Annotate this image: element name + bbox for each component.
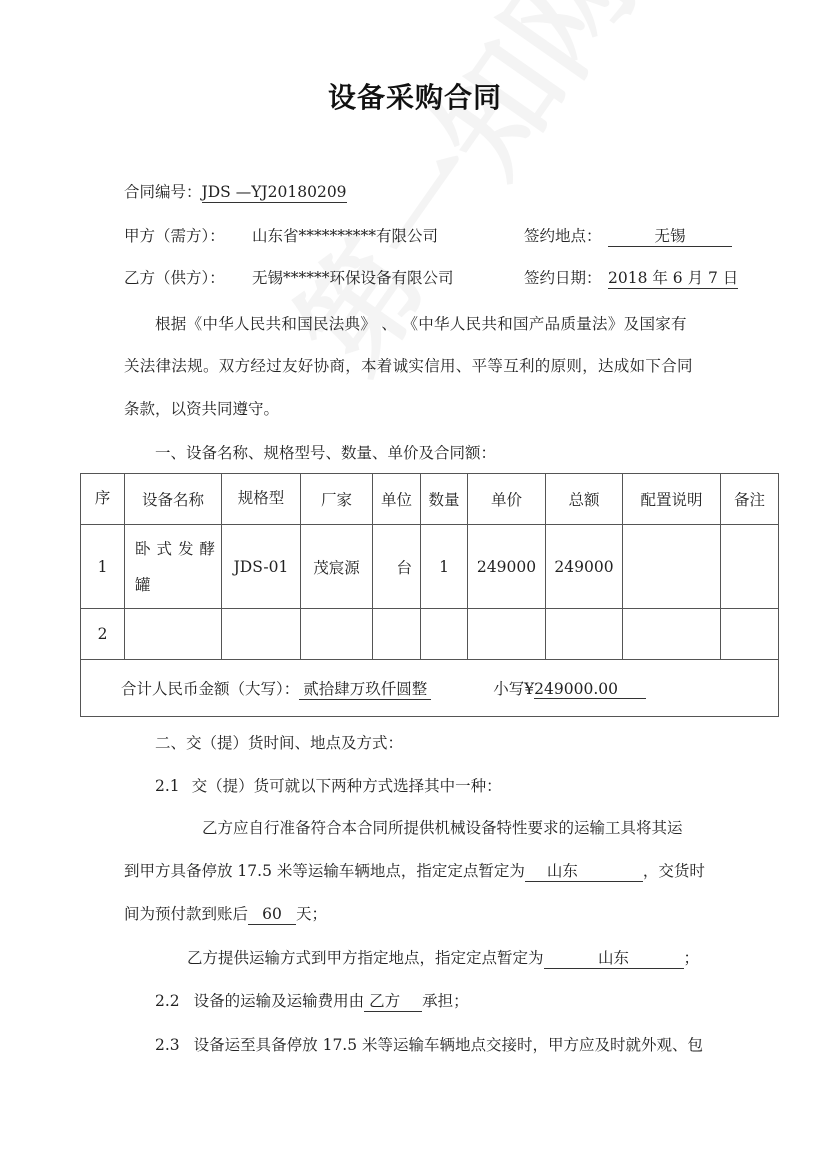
row-config xyxy=(623,525,721,609)
table-header-row xyxy=(81,474,779,525)
option-2-post: ； xyxy=(683,949,700,967)
row-qty: 1 xyxy=(421,525,468,609)
section-1-heading: 一、设备名称、规格型号、数量、单价及合同额： xyxy=(155,444,497,462)
row-no: 2 xyxy=(81,609,125,660)
clause-2-2-post: 承担； xyxy=(422,992,469,1010)
sign-date-label: 签约日期： xyxy=(524,269,602,287)
clause-2-1 xyxy=(155,776,502,796)
header-cell: 设备名称 xyxy=(125,474,222,525)
party-b-value: 无锡******环保设备有限公司 xyxy=(252,269,454,287)
row-equipment-name: 卧式发酵罐 xyxy=(125,525,222,609)
sign-place-value: 无锡 xyxy=(608,226,732,247)
total-lower-value: 249000.00 xyxy=(534,680,646,699)
header-cell: 总额 xyxy=(546,474,623,525)
section-2-heading: 二、交（提）货时间、地点及方式： xyxy=(155,734,404,752)
row-config xyxy=(623,609,721,660)
contract-number-value: JDS —YJ20180209 xyxy=(201,183,347,201)
header-cell: 单价 xyxy=(468,474,546,525)
header-cell: 规格型 xyxy=(222,474,301,525)
contract-number-line xyxy=(124,182,347,203)
row-unit: 台 xyxy=(373,525,421,609)
option-1-line-3 xyxy=(124,904,327,925)
header-cell: 备注 xyxy=(721,474,779,525)
total-cell xyxy=(81,660,779,717)
row-maker: 茂宸源 xyxy=(301,525,373,609)
total-row xyxy=(81,660,779,717)
clause-2-3-text: 设备运至具备停放 17.5 米等运输车辆地点交接时，甲方应及时就外观、包 xyxy=(193,1036,704,1054)
party-b-label: 乙方（供方）： xyxy=(124,269,225,287)
row-price xyxy=(468,609,546,660)
row-remark xyxy=(721,609,779,660)
table-row xyxy=(81,609,779,660)
option-1-days-value: 60 xyxy=(248,904,296,925)
row-unit xyxy=(373,609,421,660)
party-a-label: 甲方（需方）： xyxy=(124,227,225,245)
row-total: 249000 xyxy=(546,525,623,609)
total-label: 合计人民币金额（大写）： xyxy=(121,679,300,698)
total-lower-label: 小写¥ xyxy=(493,679,535,698)
preamble-line-2: 关法律法规。双方经过友好协商，本着诚实信用、平等互利的原则，达成如下合同 xyxy=(124,357,693,375)
clause-2-3-number: 2.3 xyxy=(155,1036,180,1054)
option-1-line-2 xyxy=(124,861,705,882)
preamble-line-1: 根据《中华人民共和国民法典》 、 《中华人民共和国产品质量法》及国家有 xyxy=(155,315,687,333)
sign-place-label: 签约地点： xyxy=(524,227,602,245)
clause-2-1-number: 2.1 xyxy=(155,777,180,795)
row-model: JDS-01 xyxy=(222,525,301,609)
option-2-line xyxy=(187,948,699,969)
header-cell: 数量 xyxy=(421,474,468,525)
header-cell: 序 xyxy=(81,474,125,525)
header-cell: 厂家 xyxy=(301,474,373,525)
contract-number-label: 合同编号： xyxy=(124,183,202,201)
clause-2-2-number: 2.2 xyxy=(155,992,180,1010)
option-1-location-value: 山东 xyxy=(525,861,643,882)
option-2-text: 乙方提供运输方式到甲方指定地点，指定定点暂定为 xyxy=(187,949,544,967)
row-total xyxy=(546,609,623,660)
clause-2-3 xyxy=(155,1035,703,1055)
row-model xyxy=(222,609,301,660)
clause-2-2-text: 设备的运输及运输费用由 xyxy=(193,992,365,1010)
header-cell: 单位 xyxy=(373,474,421,525)
option-1-line-3-text: 间为预付款到账后 xyxy=(124,905,249,923)
option-1-line-1: 乙方应自行准备符合本合同所提供机械设备特性要求的运输工具将其运 xyxy=(202,819,683,837)
row-remark xyxy=(721,525,779,609)
row-price: 249000 xyxy=(468,525,546,609)
preamble-line-3: 条款，以资共同遵守。 xyxy=(124,400,280,418)
clause-2-1-text: 交（提）货可就以下两种方式选择其中一种： xyxy=(191,777,502,795)
row-qty xyxy=(421,609,468,660)
table-row xyxy=(81,525,779,609)
row-maker xyxy=(301,609,373,660)
party-a-value: 山东省**********有限公司 xyxy=(252,227,439,245)
option-1-line-3-post: 天； xyxy=(296,905,328,923)
document-title: 设备采购合同 xyxy=(327,81,502,114)
option-1-line-2-text: 到甲方具备停放 17.5 米等运输车辆地点，指定定点暂定为 xyxy=(124,862,525,880)
option-2-location-value: 山东 xyxy=(544,948,684,969)
option-1-line-2-post: ，交货时 xyxy=(642,862,705,880)
clause-2-2 xyxy=(155,991,469,1012)
clause-2-2-party-value: 乙方 xyxy=(364,991,422,1012)
sign-date-value: 2018 年 6 月 7 日 xyxy=(608,269,739,287)
header-cell: 配置说明 xyxy=(623,474,721,525)
equipment-table xyxy=(80,473,779,717)
total-upper-value: 贰拾肆万玖仟圆整 xyxy=(299,677,431,700)
row-no: 1 xyxy=(81,525,125,609)
row-equipment-name xyxy=(125,609,222,660)
